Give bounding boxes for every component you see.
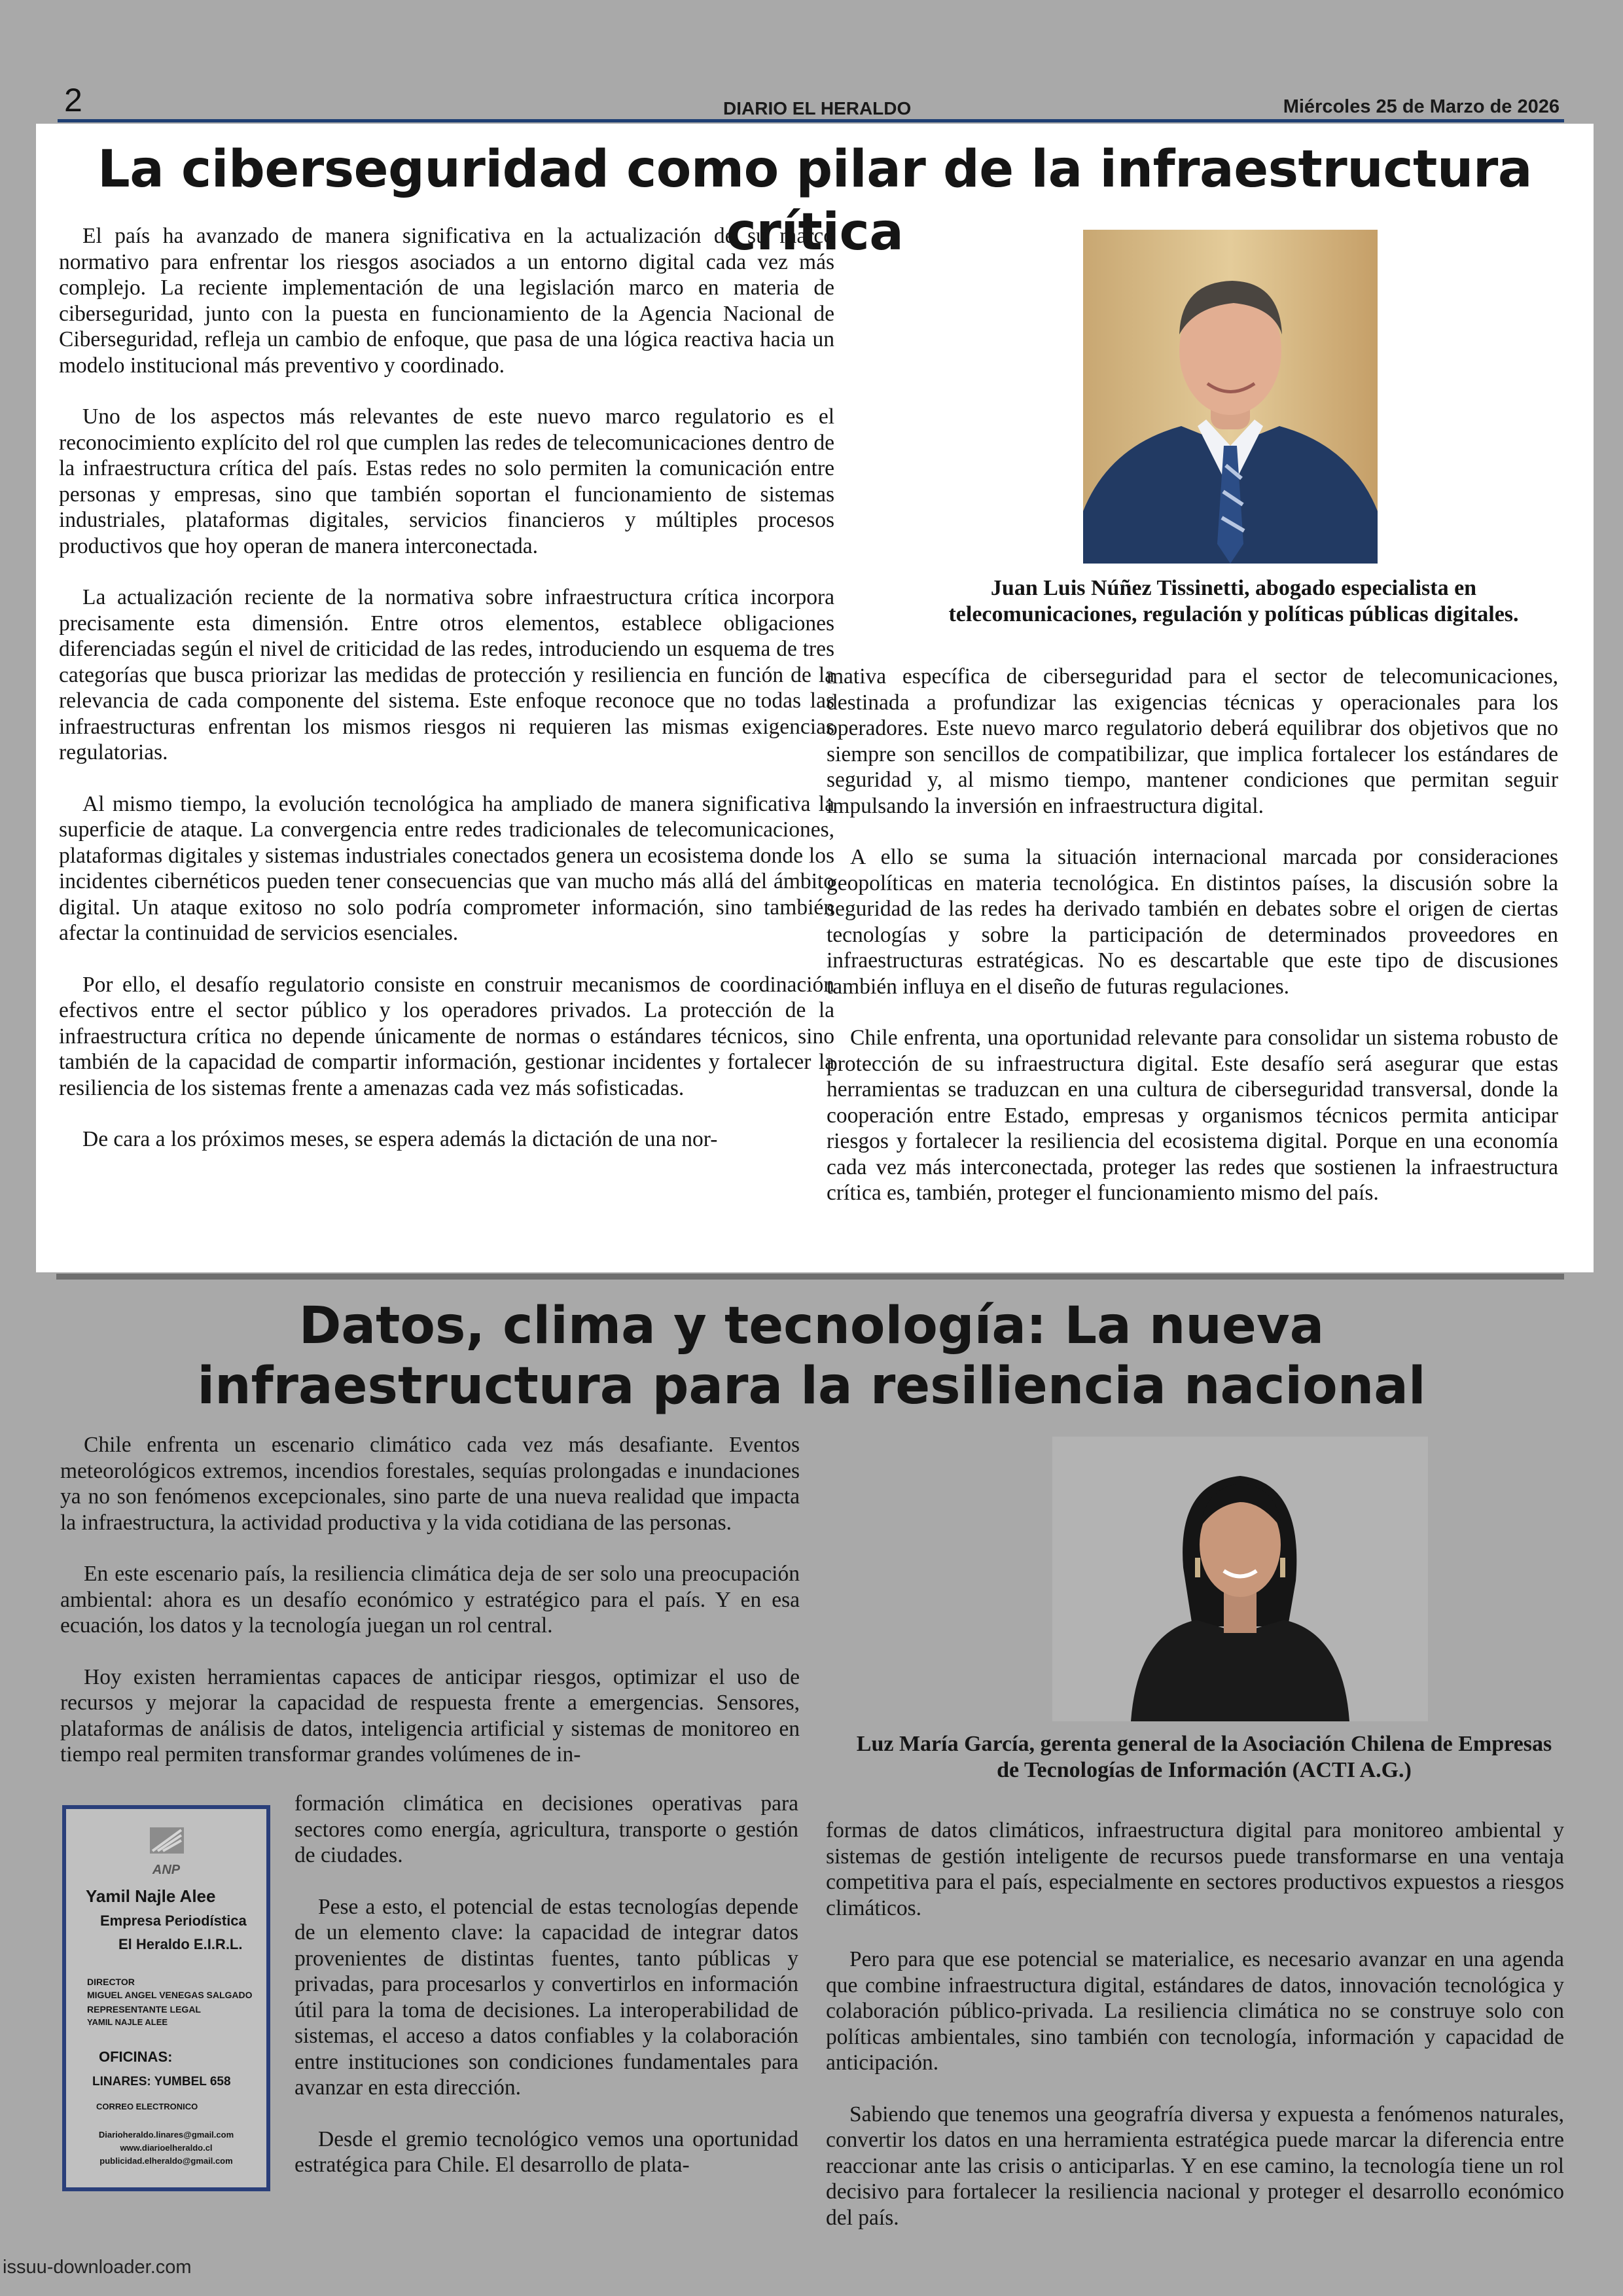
paragraph: formación climática en decisiones operativas para sectores como energía, agricultura, transporte o gestión de ciudades.: [294, 1791, 798, 1867]
header-rule: [58, 119, 1564, 122]
author-photo-woman: [1052, 1437, 1428, 1721]
company-line-1: Empresa Periodística: [100, 1912, 247, 1929]
director-label: DIRECTOR: [87, 1977, 135, 1987]
email-address[interactable]: Diarioheraldo.linares@gmail.com: [98, 2130, 234, 2140]
paragraph: De cara a los próximos meses, se espera además la dictación de una nor-: [82, 1127, 718, 1151]
paragraph: Chile enfrenta, una oportunidad relevante para consolidar un sistema robusto de protección de su infraestructura digital. Este desafío será asegurar que estas herramientas se traduzcan en una cultura de ciberseguridad transversal, donde la cooperación entre Estado, empresas y organismos técnicos permita anticipar riesgos y fortalecer la resiliencia del ecosistema digital. Porque en una economía cada vez más interconectada, proteger las redes que sostienen la infraestructura crítica es, también, proteger el funcionamiento mismo del país.: [827, 1026, 1558, 1205]
paragraph: Chile enfrenta un escenario climático cada vez más desafiante. Eventos meteorológicos extremos, incendios forestales, sequías prolongadas e inundaciones ya no son fenómenos excepcionales, sino parte de una nueva realidad que impacta la infraestructura, la actividad productiva y la vida cotidiana de las personas.: [60, 1433, 800, 1535]
article-right-column: [827, 664, 1558, 1232]
article-title: Datos, clima y tecnología: La nueva infraestructura para la resiliencia nacional: [197, 1297, 1426, 1416]
paragraph: En este escenario país, la resiliencia climática deja de ser solo una preocupación ambiental: ahora es un desafío económico y estratégico para el país. Y en esa ecuación, los datos y la tecnología juegan un rol central.: [60, 1562, 800, 1638]
masthead-box: [62, 1805, 270, 2191]
legal-rep-name: YAMIL NAJLE ALEE: [87, 2017, 168, 2027]
author-photo-man: [1083, 230, 1378, 564]
photo-caption: Luz María García, gerenta general de la Asociación Chilena de Empresas de Tecnologías de Información (ACTI A.G.): [856, 1732, 1552, 1782]
email-address[interactable]: publicidad.elheraldo@gmail.com: [99, 2156, 233, 2166]
article-top-column: [60, 1432, 800, 1793]
paragraph: Desde el gremio tecnológico vemos una oportunidad estratégica para Chile. El desarrollo de plata-: [294, 2126, 798, 2177]
article-right-column: [826, 1818, 1564, 2256]
company-line-2: El Heraldo E.I.R.L.: [118, 1936, 243, 1952]
paragraph: Pese a esto, el potencial de estas tecnologías depende de un elemento clave: la capacidad de integrar datos provenientes de distintas fuentes, tanto públicas y privadas, para procesarlos y convertirlos en información útil para la toma de decisiones. La interoperabilidad de sistemas, el acceso a datos confiables y la colaboración entre instituciones son condiciones fundamentales para avanzar en esta dirección.: [294, 1894, 798, 2100]
paragraph: A ello se suma la situación internacional marcada por consideraciones geopolíticas en materia tecnológica. En distintos países, la discusión sobre la seguridad de las redes ha derivado también en debates sobre el origen de ciertas tecnologías y sobre la participación de determinados proveedores en infraestructuras estratégicas. No es descartable que este tipo de discusiones también influya en el diseño de futuras regulaciones.: [827, 845, 1558, 999]
paragraph: Pero para que ese potencial se materialice, es necesario avanzar en una agenda que combine infraestructura digital, estándares de datos, innovación tecnológica y colaboración público-privada. La resiliencia climática no se construye solo con políticas ambientales, sino también con tecnología, información y capacidad de anticipación.: [826, 1947, 1564, 2075]
owner-name: Yamil Najle Alee: [86, 1886, 216, 1906]
article-left-column: [59, 223, 834, 1178]
paragraph: Sabiendo que tenemos una geografría diversa y expuesta a fenómenos naturales, convertir los datos en una herramienta estratégica puede marcar la diferencia entre reaccionar ante las crisis o anticiparlas. Y en ese camino, la tecnología tiene un rol decisivo para fortalecer la resiliencia nacional y proteger el desarrollo económico del país.: [826, 2102, 1564, 2230]
legal-rep-label: REPRESENTANTE LEGAL: [87, 2004, 201, 2015]
newspaper-name: DIARIO EL HERALDO: [723, 98, 912, 118]
portrait-woman-image: [1052, 1437, 1428, 1721]
photo-caption: Juan Luis Núñez Tissinetti, abogado especialista en telecomunicaciones, regulación y políticas públicas digitales.: [948, 576, 1519, 626]
paragraph: La actualización reciente de la normativa sobre infraestructura crítica incorpora precisamente esta dimensión. Entre otros elementos, establece obligaciones diferenciadas según el nivel de criticidad de las redes, introduciendo un esquema de tres categorías que busca priorizar las medidas de protección y resiliencia en función de la relevancia de cada componente del sistema. Este enfoque reconoce que no todas las infraestructuras enfrentan los mismos riesgos ni requieren las mismas exigencias regulatorias.: [59, 585, 834, 764]
issue-date: Miércoles 25 de Marzo de 2026: [1283, 96, 1560, 117]
anp-logo-icon: [141, 1825, 193, 1864]
page-number: 2: [64, 82, 82, 118]
paragraph: Hoy existen herramientas capaces de anticipar riesgos, optimizar el uso de recursos y mejorar la capacidad de respuesta frente a emergencias. Sensores, plataformas de análisis de datos, inteligencia artificial y sistemas de monitoreo en tiempo real permiten transformar grandes volúmenes de in-: [60, 1664, 800, 1767]
office-address: LINARES: YUMBEL 658: [92, 2075, 231, 2089]
article-middle-column: [294, 1791, 798, 2204]
anp-label: ANP: [152, 1863, 181, 1877]
paragraph: El país ha avanzado de manera significativa en la actualización de su marco normativo para enfrentar los riesgos asociados a un entorno digital cada vez más complejo. La reciente implementación de una legislación marco en materia de ciberseguridad, junto con la puesta en funcionamiento de la Agencia Nacional de Ciberseguridad, refleja un cambio de enfoque, que pasa de una lógica reactiva hacia un modelo institucional más preventivo y coordinado.: [59, 224, 834, 378]
paragraph: mativa específica de ciberseguridad para el sector de telecomunicaciones, destinada a profundizar las exigencias técnicas y operacionales para los operadores. Este nuevo marco regulatorio deberá equilibrar dos objetivos que no siempre son sencillos de compatibilizar, que implica fortalecer los estándares de seguridad y, al mismo tiempo, mantener condiciones que permitan seguir impulsando la inversión en infraestructura digital.: [827, 664, 1558, 818]
article-ciberseguridad: [36, 124, 1594, 1272]
paragraph: formas de datos climáticos, infraestructura digital para monitoreo ambiental y sistemas de gestión inteligente de recursos puede transformarse en una ventaja competitiva para el país, especialmente en sectores productivos expuestos a riesgos climáticos.: [826, 1818, 1564, 1920]
website-link[interactable]: www.diarioelheraldo.cl: [120, 2143, 213, 2153]
offices-label: OFICINAS:: [99, 2049, 173, 2065]
article-title: La ciberseguridad como pilar de la infraestructura crítica: [98, 140, 1532, 262]
director-name: MIGUEL ANGEL VENEGAS SALGADO: [87, 1990, 253, 2000]
watermark-text: issuu-downloader.com: [3, 2257, 192, 2278]
portrait-man-image: [1083, 230, 1378, 564]
email-label: CORREO ELECTRONICO: [96, 2102, 198, 2111]
section-divider: [56, 1274, 1564, 1280]
paragraph: Por ello, el desafío regulatorio consiste en construir mecanismos de coordinación efectivos entre el sector público y los operadores privados. La protección de la infraestructura crítica no depende únicamente de normas o estándares técnicos, sino también de la capacidad de compartir información, gestionar incidentes y fortalecer la resiliencia de los sistemas frente a amenazas cada vez más sofisticadas.: [59, 972, 834, 1100]
paragraph: Al mismo tiempo, la evolución tecnológica ha ampliado de manera significativa la superficie de ataque. La convergencia entre redes tradicionales de telecomunicaciones, plataformas digitales y sistemas industriales conectados genera un ecosistema donde los incidentes cibernéticos pueden tener consecuencias que van mucho más allá del ámbito digital. Un ataque exitoso no solo podría comprometer información, sino también afectar la continuidad de servicios esenciales.: [59, 791, 834, 945]
paragraph: Uno de los aspectos más relevantes de este nuevo marco regulatorio es el reconocimiento explícito del rol que cumplen las redes de telecomunicaciones dentro de la infraestructura crítica del país. Estas redes no solo permiten la comunicación entre personas y empresas, sino que también soportan el funcionamiento de sistemas industriales, plataformas digitales, servicios financieros y múltiples procesos productivos que hoy operan de manera interconectada.: [59, 404, 834, 558]
